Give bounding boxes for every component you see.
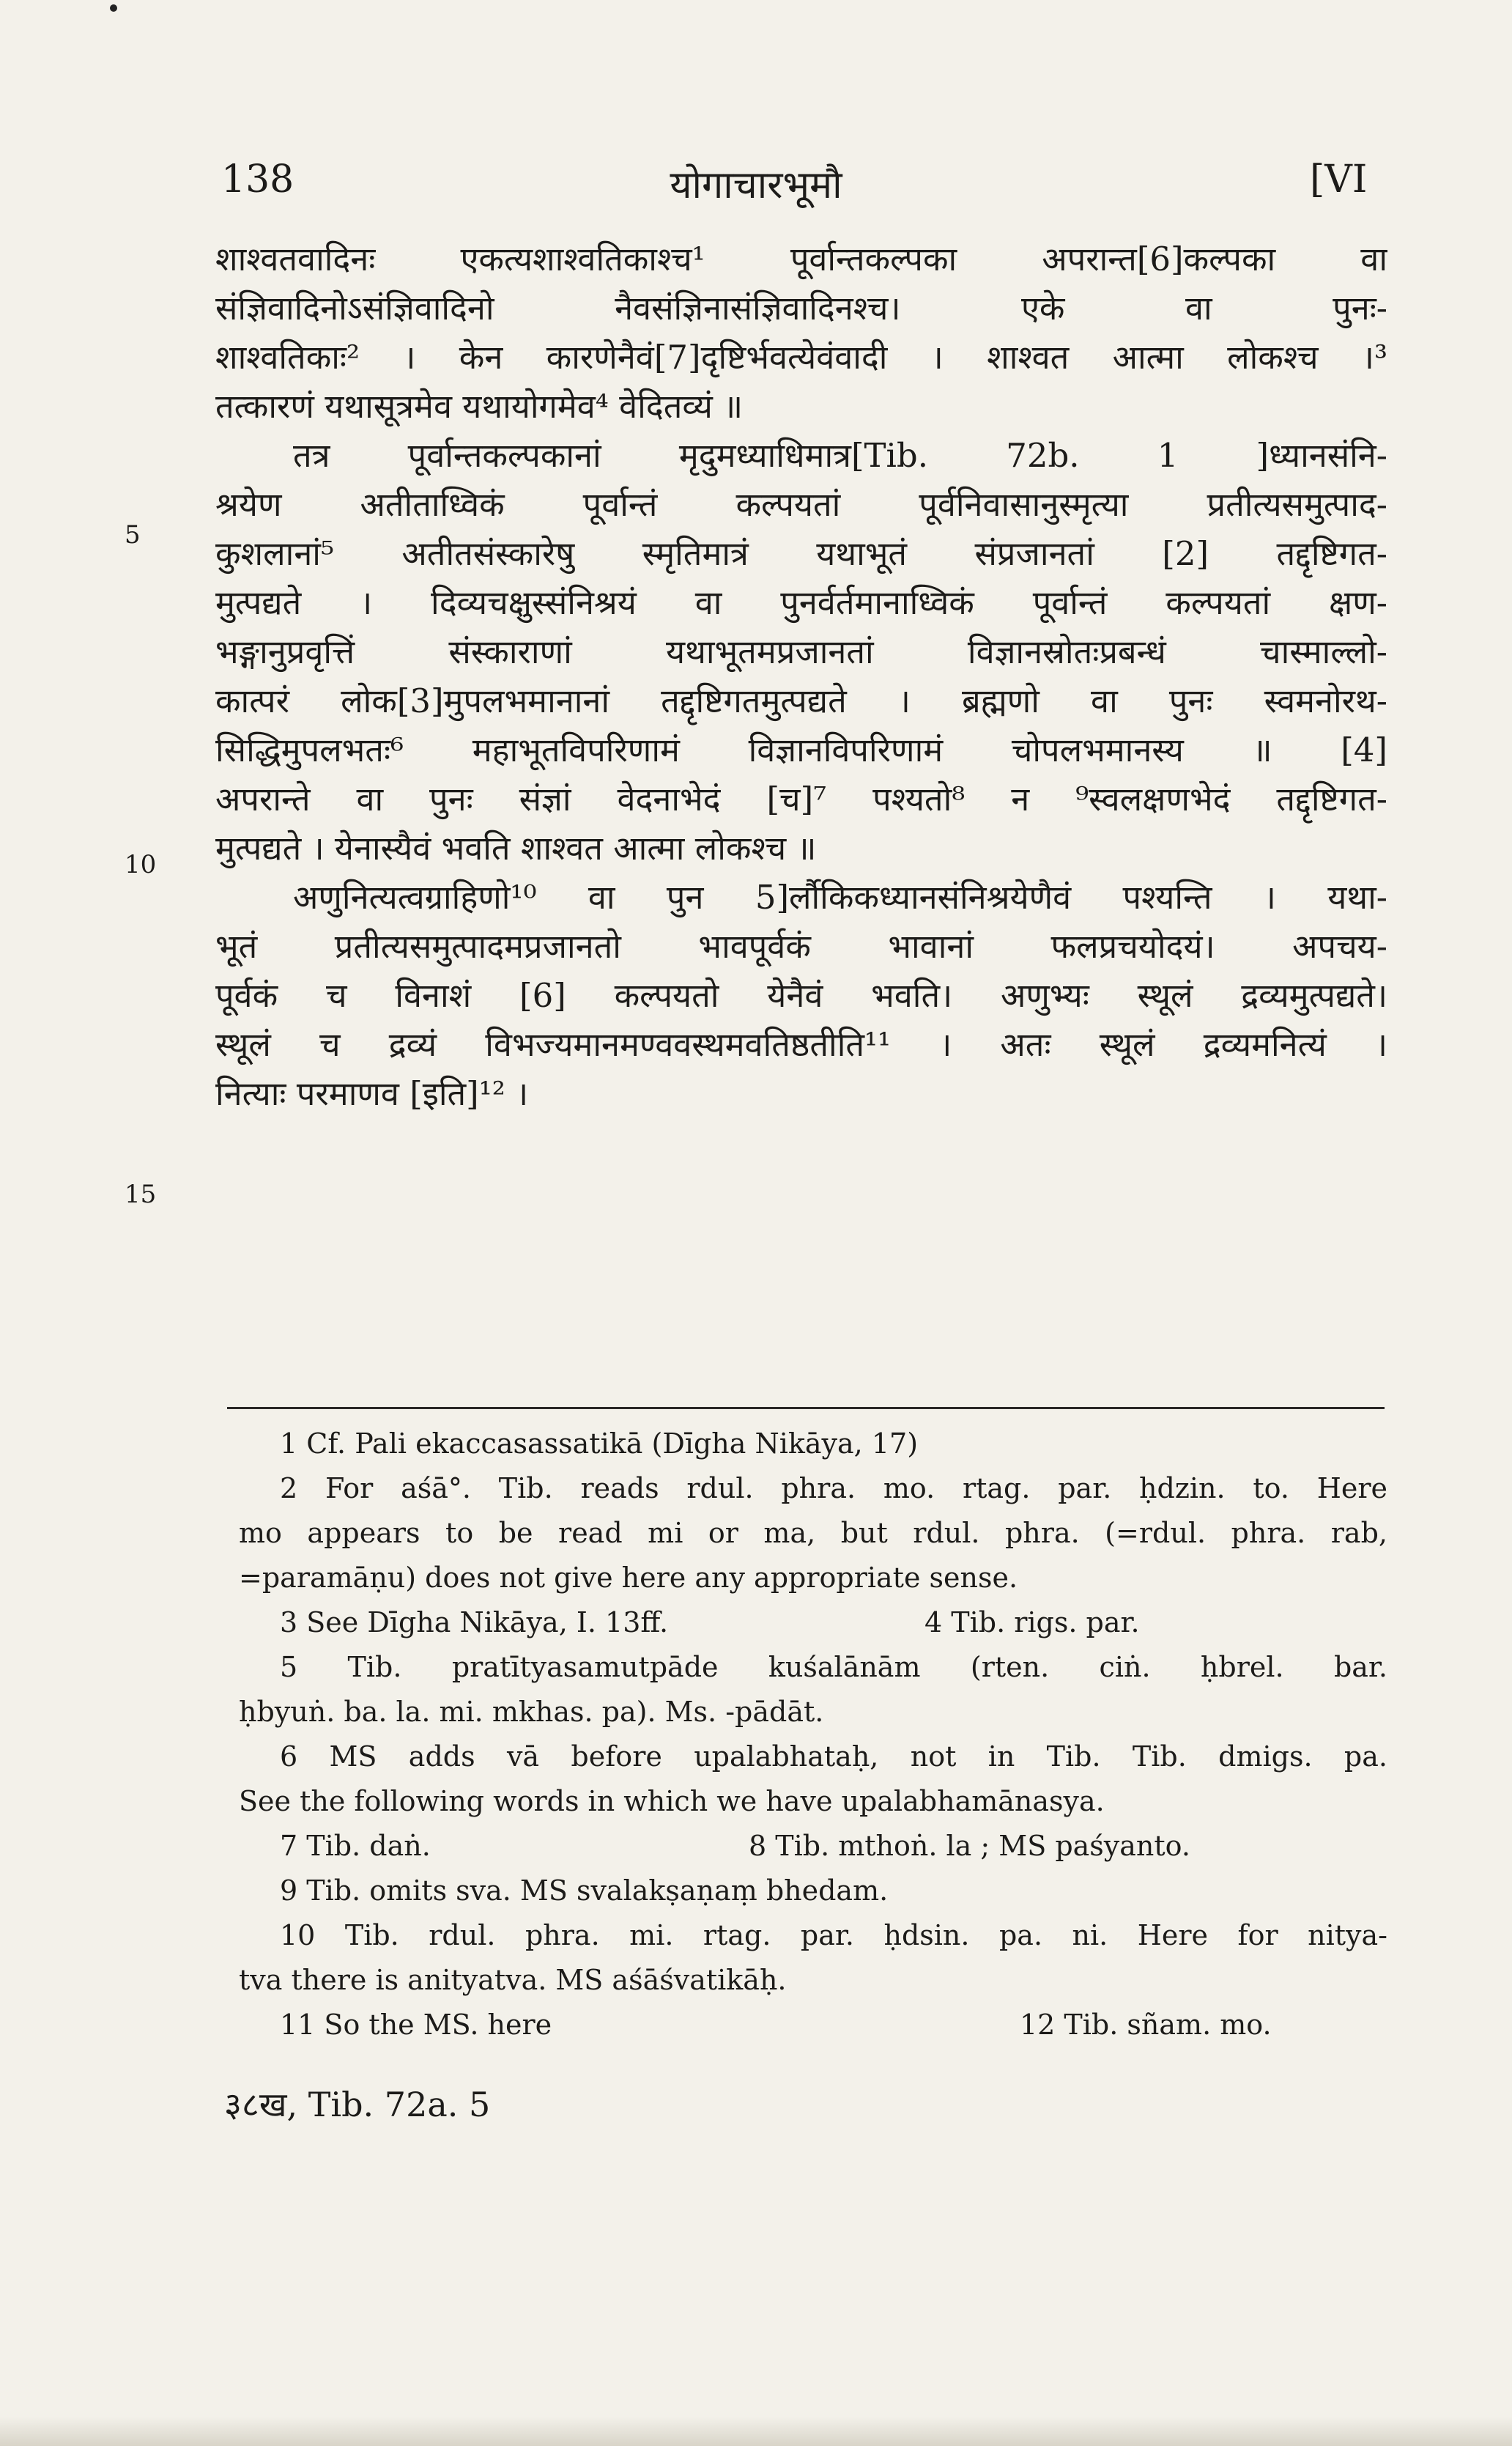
footnote: 12 Tib. sñam. mo. [1020, 2009, 1272, 2041]
footnote: 8 Tib. mthoṅ. la ; MS paśyanto. [749, 1830, 1190, 1862]
line-number: 10 [125, 850, 157, 879]
footnote-continued: mo appears to be read mi or ma, but rdul. phra. (=rdul. phra. rab, [239, 1517, 1387, 1549]
text-line: तत्कारणं यथासूत्रमेव यथायोगमेव⁴ वेदितव्यं ॥ [215, 387, 744, 426]
text-line: श्रयेण अतीताध्विकं पूर्वान्तं कल्पयतां पूर्वनिवासानुस्मृत्या प्रतीत्यसमुत्पाद- [215, 485, 1387, 524]
footnote: 3 See Dīgha Nikāya, I. 13ff. [280, 1606, 669, 1638]
text-line: शाश्वतवादिनः एकत्यशाश्वतिकाश्च¹ पूर्वान्तकल्पका अपरान्त[6]कल्पका वा [215, 240, 1387, 278]
footnote: 2 For aśā°. Tib. reads rdul. phra. mo. rtag. par. ḥdzin. to. Here [280, 1472, 1387, 1504]
text-line: पूर्वकं च विनाशं [6] कल्पयतो येनैवं भवति। अणुभ्यः स्थूलं द्रव्यमुत्पद्यते। [215, 976, 1387, 1015]
footnote-rule [227, 1407, 1385, 1409]
text-line: मुत्पद्यते । येनास्यैवं भवति शाश्वत आत्मा लोकश्च ॥ [215, 829, 817, 868]
text-line: नित्याः परमाणव [इति]¹² । [215, 1074, 529, 1113]
text-line: अपरान्ते वा पुनः संज्ञां वेदनाभेदं [च]⁷ पश्यतो⁸ न ⁹स्वलक्षणभेदं तद्दृष्टिगत- [215, 780, 1387, 819]
line-number: 5 [125, 520, 141, 550]
main-text [215, 234, 1387, 1118]
text-line: भूतं प्रतीत्यसमुत्पादमप्रजानतो भावपूर्वकं भावानां फलप्रचयोदयं। अपचय- [215, 927, 1387, 966]
margin-mark [110, 4, 117, 12]
folio-signature: ३८ख, Tib. 72a. 5 [224, 2085, 491, 2124]
footnote-continued: =paramāṇu) does not give here any appropriate sense. [239, 1562, 1018, 1594]
footnote: 6 MS adds vā before upalabhataḥ, not in Tib. Tib. dmigs. pa. [280, 1740, 1387, 1773]
footnote: 5 Tib. pratītyasamutpāde kuśalānām (rten. ciṅ. ḥbrel. bar. [280, 1651, 1387, 1683]
text-line: अणुनित्यत्वग्राहिणो¹⁰ वा पुन 5]र्लौकिकध्यानसंनिश्रयेणैवं पश्यन्ति । यथा- [293, 878, 1387, 917]
footnote: 1 Cf. Pali ekaccasassatikā (Dīgha Nikāya, 17) [280, 1427, 919, 1460]
text-line: शाश्वतिकाः² । केन कारणेनैवं[7]दृष्टिर्भवत्येवंवादी । शाश्वत आत्मा लोकश्च ।³ [215, 338, 1387, 377]
footnote-pair [239, 1824, 1387, 1869]
footnote-pair [239, 2003, 1387, 2047]
running-header [0, 158, 1512, 216]
text-line: कात्परं लोक[3]मुपलभमानानां तद्दृष्टिगतमुत्पद्यते । ब्रह्मणो वा पुनः स्वमनोरथ- [215, 681, 1387, 720]
text-line: भङ्गानुप्रवृत्तिं संस्काराणां यथाभूतमप्रजानतां विज्ञानस्रोतःप्रबन्धं चास्माल्लो- [215, 632, 1387, 671]
footnote-continued: ḥbyuṅ. ba. la. mi. mkhas. pa). Ms. -pādāt. [239, 1696, 824, 1728]
text-line: सिद्धिमुपलभतः⁶ महाभूतविपरिणामं विज्ञानविपरिणामं चोपलभमानस्य ॥ [4] [215, 731, 1387, 769]
footnote: 9 Tib. omits sva. MS svalakṣaṇaṃ bhedam. [280, 1874, 889, 1907]
footnote: 7 Tib. daṅ. [280, 1830, 431, 1862]
line-number: 15 [125, 1180, 157, 1209]
section-marker: [VI [1310, 158, 1368, 202]
page-number: 138 [221, 158, 294, 202]
text-line: संज्ञिवादिनोऽसंज्ञिवादिनो नैवसंज्ञिनासंज्ञिवादिनश्च। एके वा पुनः- [215, 289, 1387, 328]
footnotes [239, 1422, 1387, 2047]
footnote: 10 Tib. rdul. phra. mi. rtag. par. ḥdsin. pa. ni. Here for nitya- [280, 1919, 1387, 1951]
footnote: 11 So the MS. here [280, 2009, 552, 2041]
footnote-pair [239, 1600, 1387, 1645]
page-edge [0, 2417, 1512, 2446]
footnote-continued: tva there is anityatva. MS aśāśvatikāḥ. [239, 1964, 787, 1996]
running-title: योगाचारभूमौ [670, 163, 842, 207]
text-line: कुशलानां⁵ अतीतसंस्कारेषु स्मृतिमात्रं यथाभूतं संप्रजानतां [2] तद्दृष्टिगत- [215, 534, 1387, 573]
footnote: 4 Tib. rigs. par. [924, 1606, 1140, 1638]
text-line: स्थूलं च द्रव्यं विभज्यमानमण्ववस्थमवतिष्ठतीति¹¹ । अतः स्थूलं द्रव्यमनित्यं । [215, 1025, 1387, 1064]
text-line: तत्र पूर्वान्तकल्पकानां मृदुमध्याधिमात्र[Tib. 72b. 1 ]ध्यानसंनि- [293, 436, 1387, 475]
footnote-continued: See the following words in which we have upalabhamānasya. [239, 1785, 1105, 1817]
text-line: मुत्पद्यते । दिव्यचक्षुस्संनिश्रयं वा पुनर्वर्तमानाध्विकं पूर्वान्तं कल्पयतां क्षण- [215, 583, 1387, 622]
